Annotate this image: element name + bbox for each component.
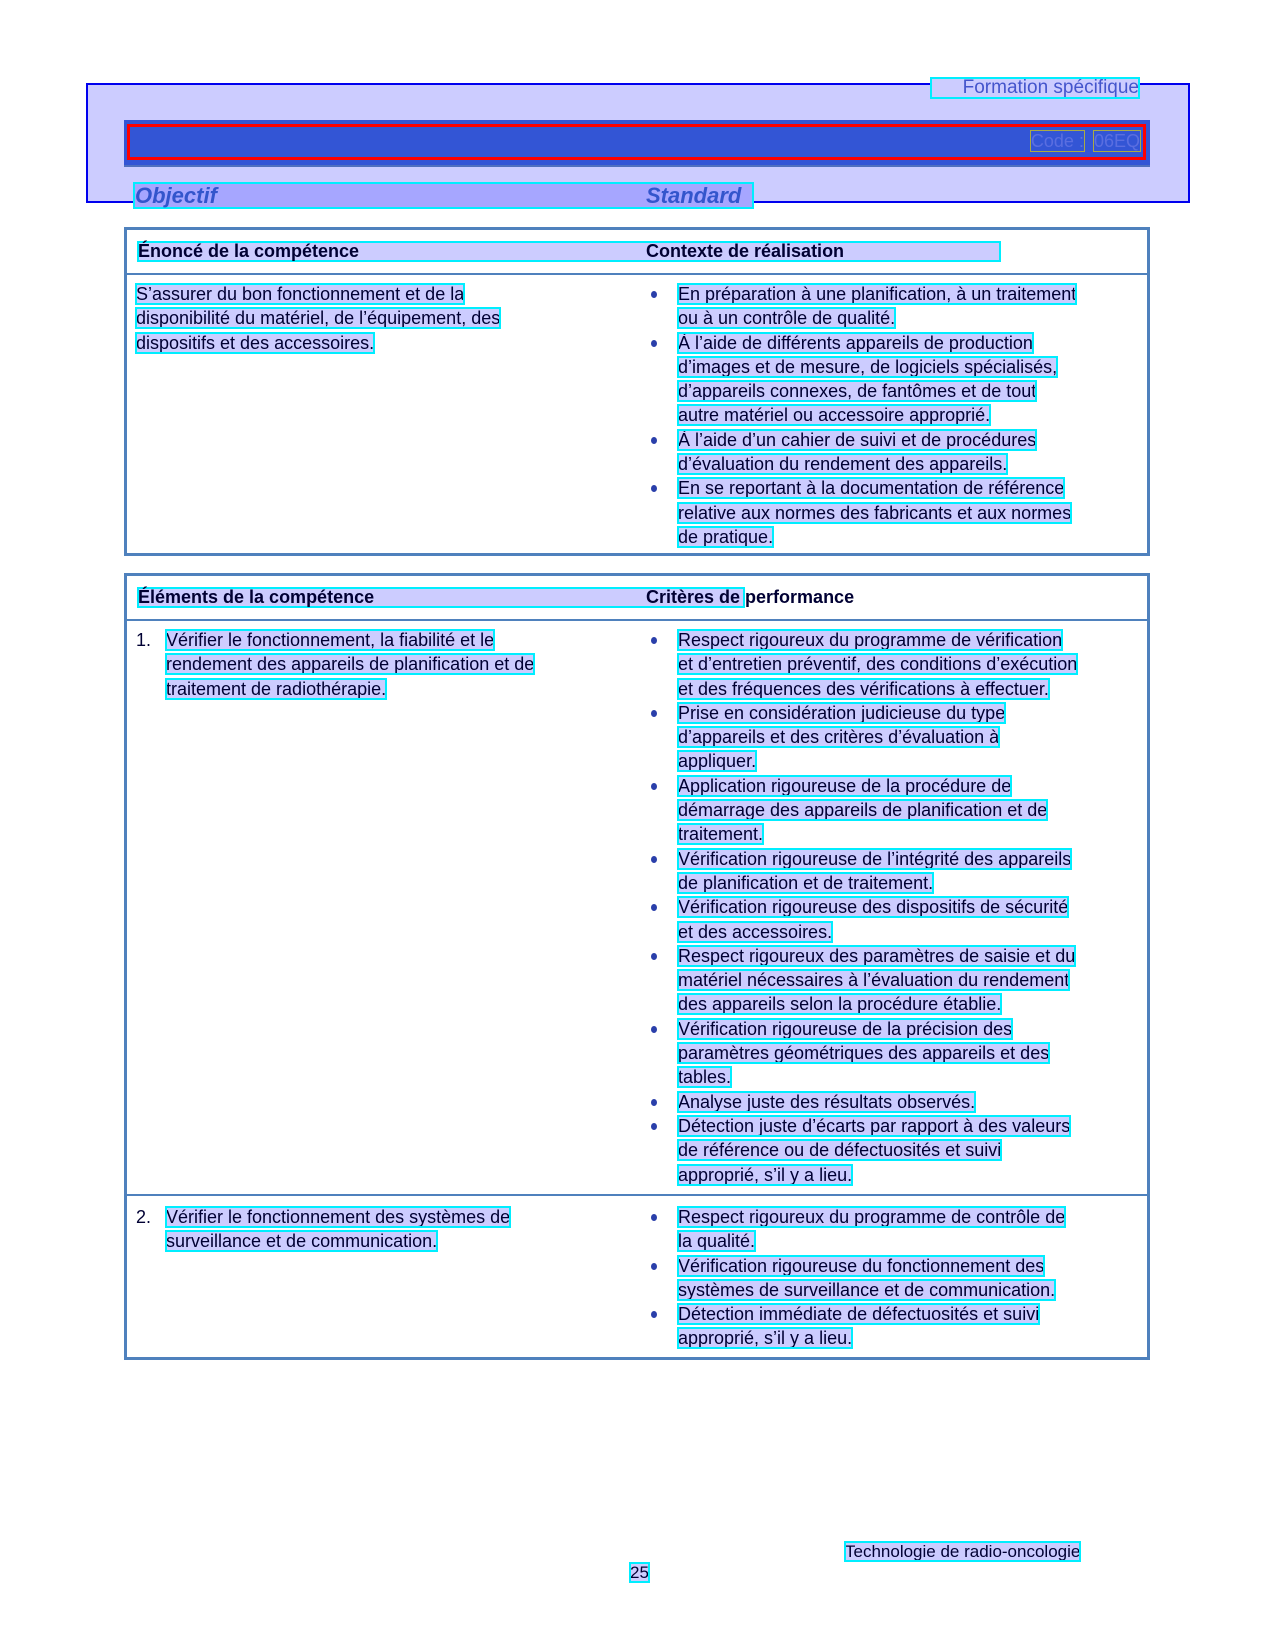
bullet-line: d’images et de mesure, de logiciels spécialisés, (678, 356, 1058, 377)
bullet-item (678, 1092, 1077, 1112)
statement-line: dispositifs et des accessoires. (136, 332, 375, 353)
footer-program-title: Technologie de radio-oncologie (845, 1542, 1081, 1561)
context-column (678, 284, 1076, 551)
bullet-line: appliquer. (678, 751, 757, 772)
bullet-icon (651, 485, 657, 492)
bullet-item (678, 630, 1077, 699)
bullet-item (678, 1256, 1065, 1300)
header-divider (127, 273, 1147, 275)
bullet-icon (651, 1214, 657, 1221)
bullet-line: Prise en considération judicieuse du type (678, 702, 1006, 723)
bullet-item (678, 946, 1077, 1015)
element-line: traitement de radiothérapie. (166, 678, 387, 699)
bullet-item (678, 1116, 1077, 1185)
bullet-line: Vérification rigoureuse des dispositifs de sécurité (678, 897, 1069, 918)
standard-label: Standard (646, 183, 742, 208)
bullet-item (678, 1304, 1065, 1348)
bullet-icon (651, 1311, 657, 1318)
bullet-line: Vérification rigoureuse de la précision des (678, 1018, 1013, 1039)
bullet-icon (651, 340, 657, 347)
page-number: 25 (630, 1563, 649, 1582)
bullet-line: systèmes de surveillance et de communication. (678, 1279, 1056, 1300)
header-context: Contexte de réalisation (646, 241, 845, 261)
bullet-line: ou à un contrôle de qualité. (678, 308, 896, 329)
bullet-line: Respect rigoureux du programme de contrôle de (678, 1207, 1066, 1227)
bullet-line: tables. (678, 1067, 732, 1088)
bullet-line: matériel nécessaires à l’évaluation du rendement (678, 970, 1070, 991)
bullet-line: d’évaluation du rendement des appareils. (678, 454, 1008, 475)
bullet-icon (651, 1026, 657, 1033)
bullet-line: À l’aide de différents appareils de production (678, 332, 1033, 353)
bullet-line: et des fréquences des vérifications à effectuer. (678, 678, 1049, 699)
bullet-line: et des accessoires. (678, 921, 833, 942)
bullet-line: Détection immédiate de défectuosités et suivi (678, 1304, 1040, 1325)
code-value: 06EQ (1093, 131, 1140, 151)
bullet-line: approprié, s’il y a lieu. (678, 1164, 853, 1185)
bullet-icon (651, 904, 657, 911)
bullet-line: la qualité. (678, 1231, 756, 1252)
objective-standard-row (135, 184, 752, 207)
criteria-list (678, 1207, 1065, 1353)
element-line: rendement des appareils de planification et de (166, 654, 535, 675)
bullet-line: Respect rigoureux des paramètres de saisie et du (678, 945, 1076, 966)
bullet-line: et d’entretien préventif, des conditions d’exécution (678, 654, 1078, 675)
bullet-line: de planification et de traitement. (678, 872, 934, 893)
element-line: surveillance et de communication. (166, 1231, 438, 1252)
bullet-line: des appareils selon la procédure établie. (678, 994, 1002, 1015)
element-line: Vérifier le fonctionnement, la fiabilité et le (166, 630, 495, 650)
objectif-label: Objectif (135, 183, 217, 208)
bullet-icon (651, 1263, 657, 1270)
bullet-line: d’appareils connexes, de fantômes et de tout (678, 381, 1037, 402)
element-number: 1. (136, 630, 152, 650)
bullet-line: Vérification rigoureuse du fonctionnement des (678, 1255, 1045, 1276)
bullet-icon (651, 1099, 657, 1106)
bullet-line: approprié, s’il y a lieu. (678, 1328, 853, 1349)
code-label: Code : (1030, 131, 1084, 151)
code-bar-frame (127, 124, 1146, 160)
bullet-icon (651, 637, 657, 644)
bullet-icon (651, 953, 657, 960)
bullet-line: À l’aide d’un cahier de suivi et de procédures (678, 429, 1037, 450)
row-divider (127, 1194, 1147, 1196)
bullet-icon (651, 437, 657, 444)
bullet-line: relative aux normes des fabricants et aux normes (678, 502, 1072, 523)
bullet-item (678, 1207, 1065, 1251)
bullet-line: d’appareils et des critères d’évaluation à (678, 727, 1000, 748)
bullet-icon (651, 783, 657, 790)
bullet-line: paramètres géométriques des appareils et des (678, 1043, 1050, 1064)
bullet-line: Respect rigoureux du programme de vérification (678, 630, 1063, 650)
bullet-item (678, 284, 1076, 328)
elements-criteria-table (124, 573, 1150, 1360)
bullet-item (678, 478, 1076, 547)
bullet-item (678, 776, 1077, 845)
element-text (136, 630, 535, 703)
bullet-line: En préparation à une planification, à un traitement (678, 284, 1077, 304)
header-divider (127, 619, 1147, 621)
code-bar (124, 120, 1150, 165)
bullet-item (678, 849, 1077, 893)
header-elements: Éléments de la compétence (138, 587, 375, 607)
bullet-line: Analyse juste des résultats observés. (678, 1091, 976, 1112)
element-text (136, 1207, 511, 1256)
header-criteria: Critères de performance (646, 587, 855, 607)
element-number: 2. (136, 1207, 152, 1227)
statement-line: S’assurer du bon fonctionnement et de la (136, 284, 465, 304)
competency-code (1031, 131, 1140, 152)
header-statement: Énoncé de la compétence (138, 241, 360, 261)
statement-column (136, 284, 500, 357)
bullet-icon (651, 291, 657, 298)
bullet-line: de pratique. (678, 526, 774, 547)
formation-label: Formation spécifique (931, 78, 1139, 98)
bullet-line: de référence ou de défectuosités et suivi (678, 1140, 1002, 1161)
bullet-icon (651, 1123, 657, 1130)
bullet-item (678, 333, 1076, 426)
bullet-line: traitement. (678, 824, 764, 845)
bullet-line: démarrage des appareils de planification et de (678, 800, 1048, 821)
element-line: Vérifier le fonctionnement des systèmes de (166, 1207, 511, 1227)
bullet-line: Détection juste d’écarts par rapport à des valeurs (678, 1115, 1071, 1136)
bullet-item (678, 430, 1076, 474)
competency-statement-table (124, 227, 1150, 556)
bullet-icon (651, 856, 657, 863)
criteria-list (678, 630, 1077, 1189)
bullet-item (678, 897, 1077, 941)
bullet-line: En se reportant à la documentation de référence (678, 478, 1065, 499)
statement-line: disponibilité du matériel, de l’équipement, des (136, 308, 501, 329)
bullet-item (678, 703, 1077, 772)
bullet-item (678, 1019, 1077, 1088)
bullet-line: Vérification rigoureuse de l’intégrité des appareils (678, 848, 1072, 869)
bullet-line: autre matériel ou accessoire approprié. (678, 405, 991, 426)
bullet-line: Application rigoureuse de la procédure de (678, 775, 1012, 796)
bullet-icon (651, 710, 657, 717)
